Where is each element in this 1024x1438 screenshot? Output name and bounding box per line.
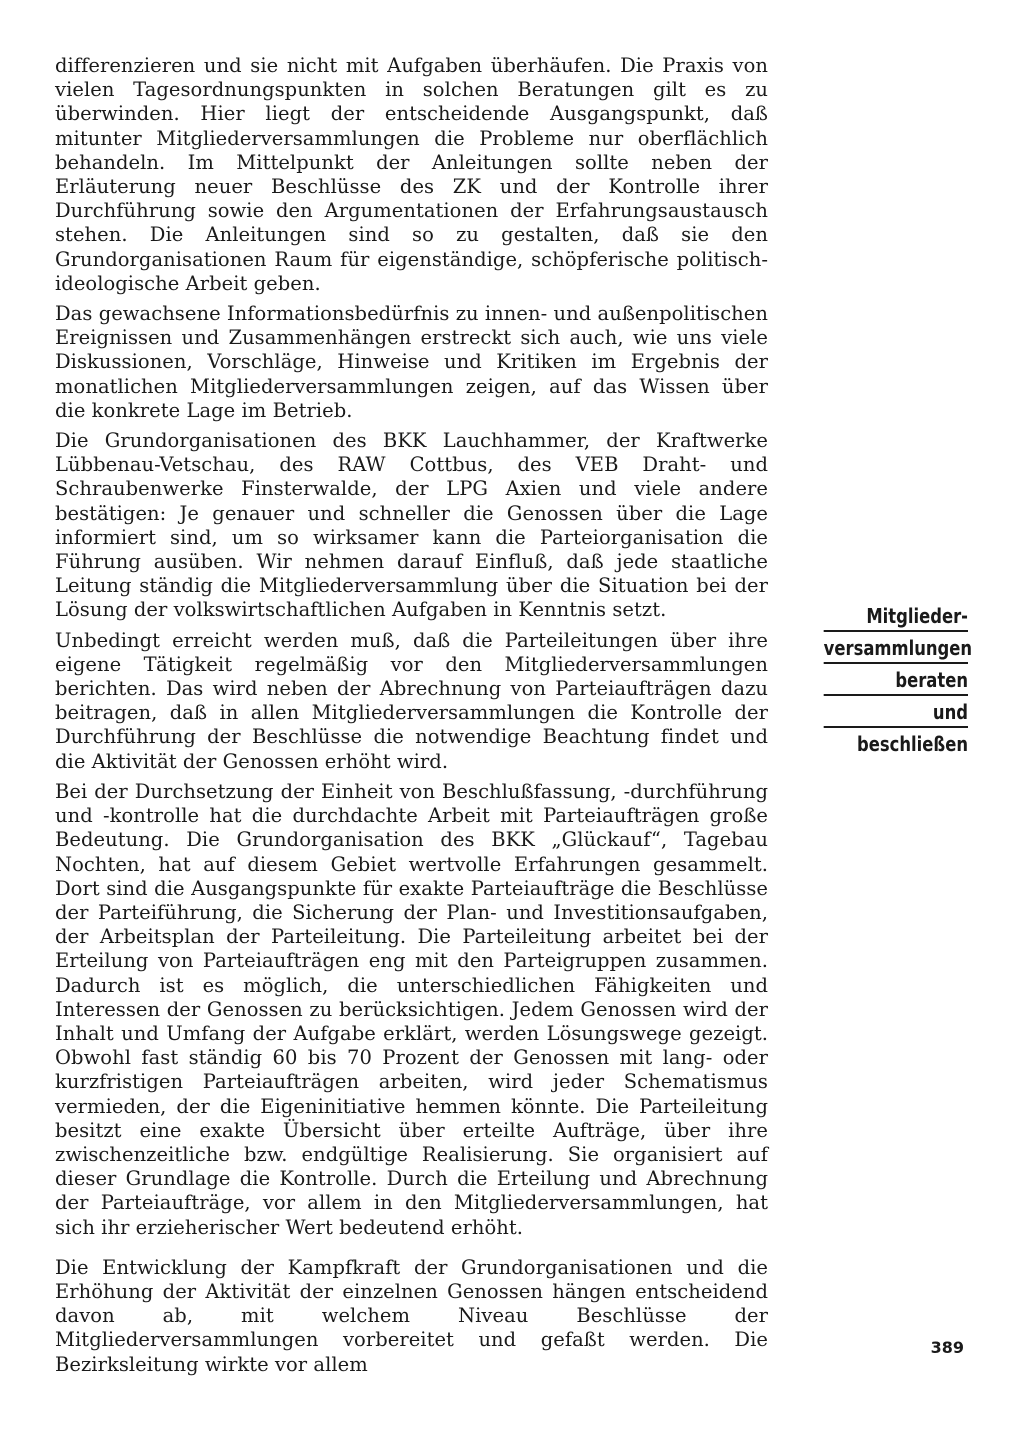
- margin-heading: [823, 600, 973, 756]
- paragraph-5: Bei der Durchsetzung der Einheit von Beschlußfassung, -durchführung und -kontrolle hat die durchdachte Arbeit mit Parteiaufträgen große Bedeutung. Die Grundorganisation des BKK „Glückauf“, Tagebau Nochten, hat auf diesem Gebiet wertvolle Erfahrungen gesammelt. Dort sind die Ausgangspunkte für exakte Parteiaufträge die Beschlüsse der Parteiführung, die Sicherung der Plan- und Investitionsaufgaben, der Arbeitsplan der Parteileitung. Die Parteileitung arbeitet bei der Erteilung von Parteiaufträgen eng mit den Parteigruppen zusammen. Dadurch ist es möglich, die unterschiedlichen Fähigkeiten und Interessen der Genossen zu berücksichtigen. Jedem Genossen wird der Inhalt und Umfang der Aufgabe erklärt, werden Lösungswege gezeigt. Obwohl fast ständig 60 bis 70 Prozent der Genossen mit lang- oder kurzfristigen Parteiaufträgen arbeiten, wird jeder Schematismus vermieden, der die Eigeninitiative hemmen könnte. Die Parteileitung besitzt eine exakte Übersicht über erteilte Aufträge, über ihre zwischenzeitliche bzw. endgültige Realisierung. Sie organisiert auf dieser Grundlage die Kontrolle. Durch die Erteilung und Abrechnung der Parteiaufträge, vor allem in den Mitgliederversammlungen, hat sich ihr erzieherischer Wert bedeutend erhöht.: [55, 779, 768, 1239]
- margin-heading-line-4: und beschließen: [824, 696, 968, 728]
- paragraph-4: Unbedingt erreicht werden muß, daß die Parteileitungen über ihre eigene Tätigkeit regelmäßig vor den Mitgliederversammlungen berichten. Das wird neben der Abrechnung von Parteiaufträgen dazu beitragen, daß in allen Mitgliederversammlungen die Kontrolle der Durchführung der Beschlüsse die notwendige Beachtung findet und die Aktivität der Genossen erhöht wird.: [55, 628, 768, 773]
- paragraph-6: Die Entwicklung der Kampfkraft der Grundorganisationen und die Erhöhung der Aktivität der einzelnen Genossen hängen entscheidend davon ab, mit welchem Niveau Beschlüsse der Mitgliederversammlungen vorbereitet und gefaßt werden. Die Bezirksleitung wirkte vor allem: [55, 1255, 768, 1376]
- margin-heading-line-3: beraten: [824, 664, 968, 696]
- body-text-column: [55, 54, 768, 1383]
- paragraph-1: differenzieren und sie nicht mit Aufgaben überhäufen. Die Praxis von vielen Tagesordnungspunkten in solchen Beratungen gilt es zu überwinden. Hier liegt der entscheidende Ausgangspunkt, daß mitunter Mitgliederversammlungen die Probleme nur oberflächlich behandeln. Im Mittelpunkt der Anleitungen sollte neben der Erläuterung neuer Beschlüsse des ZK und der Kontrolle ihrer Durchführung sowie den Argumentationen der Erfahrungsaustausch stehen. Die Anleitungen sind so zu gestalten, daß sie den Grundorganisationen Raum für eigenständige, schöpferische politisch-ideologische Arbeit geben.: [55, 54, 768, 295]
- margin-heading-line-1: Mitglieder-: [824, 600, 968, 632]
- paragraph-3: Die Grundorganisationen des BKK Lauchhammer, der Kraftwerke Lübbenau-Vetschau, des RAW Cottbus, des VEB Draht- und Schraubenwerke Finsterwalde, der LPG Axien und viele andere bestätigen: Je genauer und schneller die Genossen über die Lage informiert sind, um so wirksamer kann die Parteiorganisation die Führung ausüben. Wir nehmen darauf Einfluß, daß jede staatliche Leitung ständig die Mitgliederversammlung über die Situation bei der Lösung der volkswirtschaftlichen Aufgaben in Kenntnis setzt.: [55, 429, 768, 622]
- page-number: 389: [930, 1338, 964, 1357]
- margin-heading-line-2: versammlungen: [824, 632, 968, 664]
- paragraph-2: Das gewachsene Informationsbedürfnis zu innen- und außenpolitischen Ereignissen und Zusammenhängen erstreckt sich auch, wie uns viele Diskussionen, Vorschläge, Hinweise und Kritiken im Ergebnis der monatlichen Mitgliederversammlungen zeigen, auf das Wissen über die konkrete Lage im Betrieb.: [55, 302, 768, 422]
